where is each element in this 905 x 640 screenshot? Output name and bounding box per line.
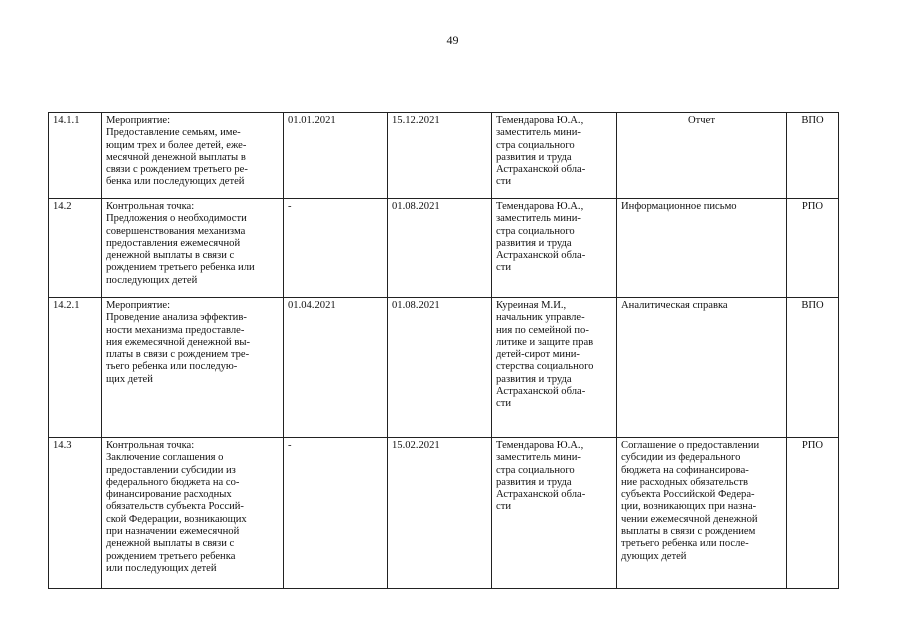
row-code: РПО [787, 199, 839, 298]
row-end-date: 15.12.2021 [388, 113, 492, 199]
row-start-date: - [284, 438, 388, 589]
row-responsible: Темендарова Ю.А., заместитель мини- стра социального развития и труда Астраханской обла- сти [492, 113, 617, 199]
row-number: 14.2 [49, 199, 102, 298]
row-result: Информационное письмо [617, 199, 787, 298]
row-responsible: Темендарова Ю.А., заместитель мини- стра социального развития и труда Астраханской обла- сти [492, 199, 617, 298]
row-end-date: 01.08.2021 [388, 199, 492, 298]
row-start-date: - [284, 199, 388, 298]
row-result: Аналитическая справка [617, 298, 787, 438]
page-number: 49 [446, 33, 459, 47]
plan-table [48, 112, 839, 589]
row-end-date: 01.08.2021 [388, 298, 492, 438]
row-code: ВПО [787, 113, 839, 199]
row-result: Отчет [617, 113, 787, 199]
row-start-date: 01.01.2021 [284, 113, 388, 199]
row-number: 14.3 [49, 438, 102, 589]
row-number: 14.2.1 [49, 298, 102, 438]
row-description: Контрольная точка: Заключение соглашения о предоставлении субсидии из федерального бюджета на со- финансирование расходных обязательств субъекта Россий- ской Федерации, возникающих при назначении ежемесячной денежной выплаты в связи с рождением третьего ребенка или последующих детей [102, 438, 284, 589]
row-code: РПО [787, 438, 839, 589]
row-description: Мероприятие: Проведение анализа эффектив- ности механизма предоставле- ния ежемесячной денежной вы- платы в связи с рождением тре- тьего ребенка или последую- щих детей [102, 298, 284, 438]
row-start-date: 01.04.2021 [284, 298, 388, 438]
table-row [49, 113, 839, 199]
table-row [49, 298, 839, 438]
row-description: Контрольная точка: Предложения о необходимости совершенствования механизма предоставления ежемесячной денежной выплаты в связи с рождением третьего ребенка или последующих детей [102, 199, 284, 298]
row-code: ВПО [787, 298, 839, 438]
row-number: 14.1.1 [49, 113, 102, 199]
row-responsible: Куреиная М.И., начальник управле- ния по семейной по- литике и защите прав детей-сирот мини- стерства социального развития и труда Астраханской обла- сти [492, 298, 617, 438]
table-row [49, 199, 839, 298]
row-description: Мероприятие: Предоставление семьям, име- ющим трех и более детей, еже- месячной денежной выплаты в связи с рождением третьего ре- бенка или последующих детей [102, 113, 284, 199]
row-end-date: 15.02.2021 [388, 438, 492, 589]
row-responsible: Темендарова Ю.А., заместитель мини- стра социального развития и труда Астраханской обла- сти [492, 438, 617, 589]
table-row [49, 438, 839, 589]
row-result: Соглашение о предоставлении субсидии из федерального бюджета на софинансирова- ние расходных обязательств субъекта Российской Федера- ции, возникающих при назна- чении ежемесячной денежной выплаты в связи с рождением третьего ребенка или после- дующих детей [617, 438, 787, 589]
